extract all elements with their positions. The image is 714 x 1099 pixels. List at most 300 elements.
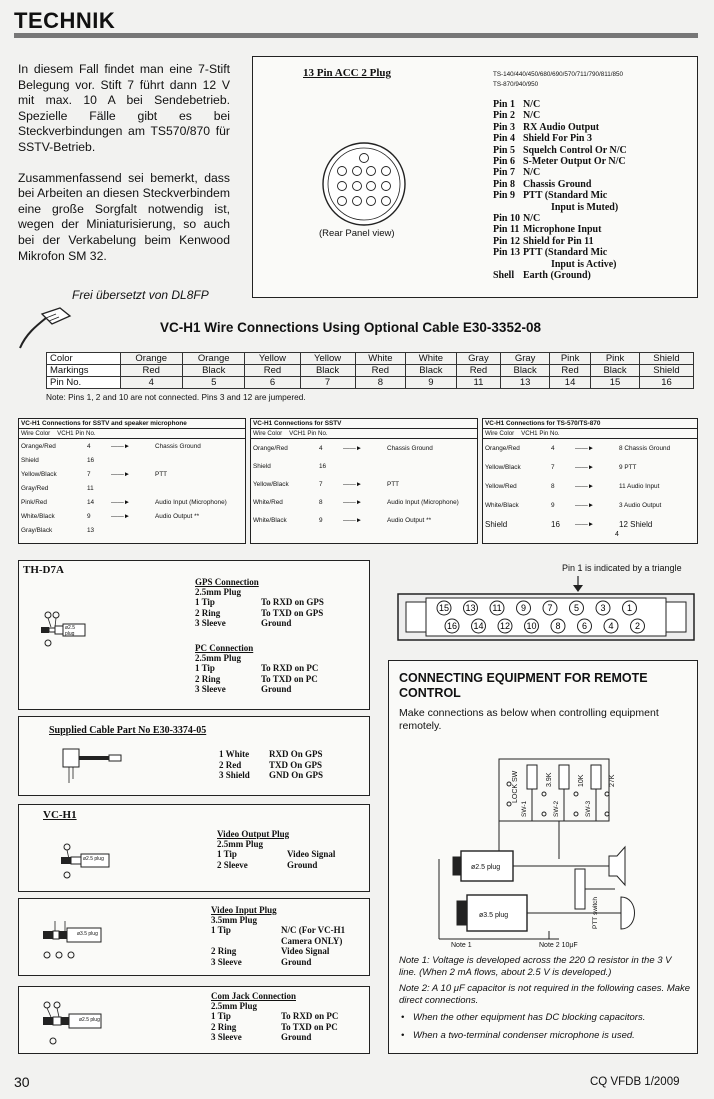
conn-wire-color: Pink/Red (21, 498, 47, 506)
pin16-pin-label: 11 (492, 603, 502, 613)
conn-table-title: VC-H1 Connections for SSTV and speaker microphone (19, 419, 245, 429)
plug-pin-row (217, 860, 335, 871)
conn-wire-color: Gray/Black (21, 526, 53, 534)
label-resistor-10k: 10K (578, 774, 585, 787)
vch1-wire-cell: Red (550, 365, 591, 377)
conn-table-row (251, 439, 477, 457)
plug-pin-name: 3 Sleeve (195, 618, 226, 628)
acc2-pin-row (493, 213, 630, 224)
plug-pin-function: Ground (261, 618, 292, 628)
conn-table-sstv-speaker (18, 418, 246, 544)
vch1-wire-cell: White (406, 353, 457, 365)
vch1-wire-cell: White (355, 353, 406, 365)
plug-pin-function: To RXD on PC (281, 1011, 339, 1021)
pin16-pin-label: 10 (526, 621, 537, 631)
remote-bullet-2: • When a two-terminal condenser microphone is used. (401, 1030, 635, 1041)
acc2-pin-number: Pin 3 (493, 121, 515, 133)
vch1-wire-cell: Color (47, 353, 121, 365)
acc2-pin-number: Pin 6 (493, 156, 515, 168)
vch1-wire-cell: Red (355, 365, 406, 377)
acc2-pin-desc: S-Meter Output Or N/C (522, 156, 626, 168)
plug-pin-name: 3 Sleeve (195, 684, 226, 694)
vch1-wire-table (46, 352, 694, 389)
acc2-pin-desc: N/C (522, 110, 541, 122)
plug-pin-name: 2 Ring (195, 673, 221, 684)
supplied-cable-box (18, 716, 370, 796)
plug-pin-name: 2 Ring (211, 946, 237, 956)
acc2-pin-desc: Earth (Ground) (522, 270, 591, 282)
arrow-icon: ——► (111, 498, 131, 506)
pin16-pin-label: 15 (438, 603, 450, 613)
pin16-pin-label: 5 (573, 603, 580, 613)
acc2-pin-number: Pin 13 (493, 247, 520, 259)
arrow-icon: ——► (575, 521, 595, 528)
remote-circuit-diagram (399, 739, 689, 949)
thd7a-box (18, 560, 370, 710)
conn-table-row (19, 439, 245, 453)
acc2-pin-desc: Shield for Pin 11 (522, 235, 594, 247)
issue-label: CQ VFDB 1/2009 (590, 1076, 680, 1088)
remote-control-box (388, 660, 698, 1054)
acc2-pin-list (493, 99, 630, 282)
plug-pin-name: 2 Ring (195, 607, 221, 618)
plug-pin-row (219, 770, 323, 781)
video-input-plug-label: ø3.5 plug (77, 931, 98, 937)
plug-pin-function: To TXD on PC (281, 1021, 338, 1032)
acc2-pin-desc: Input is Active) (550, 258, 617, 270)
acc2-pin-desc: N/C (522, 167, 541, 179)
plug-pin-row (219, 760, 323, 771)
conn-pin-number: 7 (551, 464, 555, 471)
vch1-wire-title: VC-H1 Wire Connections Using Optional Cable E30-3352-08 (160, 320, 541, 335)
acc2-models-line1: TS-140/440/450/680/690/570/711/790/811/850 (493, 71, 624, 78)
pin16-pin-label: 12 (499, 621, 511, 631)
acc2-pin-row (493, 270, 630, 281)
video-input-plug (211, 905, 345, 967)
pin16-pin-label: 2 (634, 621, 641, 631)
conn-table-row (483, 458, 697, 477)
label-resistor-27k: 27K (609, 774, 616, 787)
acc2-pin-desc: Shield For Pin 3 (522, 133, 592, 145)
acc2-pin-row (493, 202, 630, 213)
video-input-plug-icon (41, 919, 121, 963)
conn-pin-number: 16 (87, 456, 95, 464)
plug-pin-name: 3 Shield (219, 770, 250, 780)
arrow-icon (341, 457, 385, 475)
plug-pin-row (195, 618, 324, 629)
acc2-pin-desc: Input is Muted) (550, 201, 619, 213)
pc-connection-title: PC Connection (195, 643, 254, 653)
conn-pin-number: 13 (87, 526, 95, 534)
label-ptt-switch: PTT switch (592, 896, 599, 929)
acc2-pin-desc: Chassis Ground (522, 178, 592, 190)
vch1-wire-cell: Red (120, 365, 182, 377)
acc2-pin-number: Pin 7 (493, 167, 515, 179)
acc2-pin-row (493, 145, 630, 156)
plug-pin-function: Video Signal (281, 946, 330, 956)
arrow-icon: ——► (575, 464, 595, 471)
gps-connection-plug: 2.5mm Plug (195, 587, 241, 597)
video-input-plug-size: 3.5mm Plug (211, 915, 257, 925)
plug-pin-function: To RXD on PC (261, 663, 319, 673)
plug-pin-name: 2 Red (219, 759, 242, 770)
conn-function: Audio Input (Microphone) (155, 498, 227, 506)
conn-table-row (19, 495, 245, 509)
video-output-title: Video Output Plug (217, 829, 290, 839)
conn-wire-color: Yellow/Black (485, 464, 521, 471)
gps-connection (195, 577, 324, 629)
conn-pin-number: 9 (87, 512, 91, 520)
arrow-icon: ——► (111, 442, 131, 450)
com-jack-title: Com Jack Connection (211, 991, 296, 1001)
vch1-wire-cell: Black (591, 365, 640, 377)
arrow-icon: ——► (343, 498, 363, 506)
conn-function (153, 481, 245, 495)
vch1-wire-cell: Markings (47, 365, 121, 377)
conn-table-title: VC-H1 Connections for TS-570/TS-870 (483, 419, 697, 429)
plug-pin-name (211, 936, 281, 947)
conn-table-body (483, 439, 697, 534)
pin16-pin-label: 9 (520, 603, 527, 613)
conn-table-row (251, 475, 477, 493)
plug-pin-row (211, 946, 345, 957)
plug-pin-name: 3 Sleeve (211, 1032, 242, 1042)
conn-wire-color: White/Red (253, 498, 283, 506)
conn-table-row (483, 477, 697, 496)
acc2-pin-row (493, 190, 630, 201)
acc2-pin-row (493, 99, 630, 110)
label-plug-2-5: ø2.5 plug (471, 864, 501, 871)
thd7a-plug-label: ø2.5 plug (65, 625, 76, 637)
acc2-pin-row (493, 179, 630, 190)
conn-function: 8 Chassis Ground (619, 445, 671, 452)
conn-table-row (19, 467, 245, 481)
vch1-wire-cell: Pin No. (47, 377, 121, 389)
pc-connection-plug: 2.5mm Plug (195, 653, 241, 663)
vch1-wire-cell: Orange (120, 353, 182, 365)
pin1-note: Pin 1 is indicated by a triangle (562, 563, 682, 573)
acc2-pin-desc: PTT (Standard Mic (522, 190, 608, 202)
label-sw2: SW-2 (553, 800, 560, 817)
conn-function: Chassis Ground (387, 444, 433, 452)
video-output-plug-size: 2.5mm Plug (217, 839, 263, 849)
vch1-plug-label: ø2.5 plug (83, 856, 104, 862)
vch1-wire-cell: Red (245, 365, 300, 377)
vch1-wire-cell: 9 (406, 377, 457, 389)
acc2-pin-desc: N/C (522, 213, 541, 225)
plug-pin-name: 2 Sleeve (217, 859, 248, 870)
conn-table-extra: 4 (615, 531, 619, 538)
header-rule (14, 33, 698, 38)
plug-pin-row (211, 1022, 338, 1033)
acc2-pin-number: Pin 2 (493, 110, 515, 122)
vch1-wire-cell: 11 (456, 377, 501, 389)
acc2-pin-row (493, 133, 630, 144)
plug-pin-function: GND On GPS (269, 770, 324, 780)
label-note2: Note 2 10μF (539, 942, 578, 949)
vch1-wire-row (47, 377, 694, 389)
label-lock-switch: LOCK SW (512, 770, 519, 803)
remote-title-line2: CONTROL (399, 686, 461, 700)
conn-table-head: Wire Color VCH1 Pin No. (251, 429, 477, 439)
vch1-wire-cell: Orange (182, 353, 244, 365)
plug-pin-row (195, 684, 318, 695)
conn-table-row (19, 481, 245, 495)
acc2-pin-row (493, 122, 630, 133)
acc2-connector-diagram (319, 139, 409, 229)
acc2-plug-box (252, 56, 698, 298)
vch1-plug-icon (59, 843, 129, 883)
conn-function: 3 Audio Output (619, 502, 662, 509)
acc2-caption: (Rear Panel view) (319, 228, 395, 239)
arrow-icon (109, 523, 153, 537)
conn-function: PTT (387, 480, 400, 488)
arrow-icon: ——► (575, 502, 595, 509)
plug-pin-function: Camera ONLY) (281, 935, 343, 946)
acc2-pin-number: Shell (493, 270, 515, 282)
arrow-icon: ——► (343, 516, 363, 524)
plug-pin-name: 2 Ring (211, 1021, 237, 1032)
translator-credit: Frei übersetzt von DL8FP (72, 288, 209, 302)
conn-pin-number: 8 (551, 483, 555, 490)
plug-pin-name: 1 Tip (211, 1011, 231, 1021)
gps-connection-title: GPS Connection (195, 577, 259, 587)
vch1-wire-cell: Black (300, 365, 355, 377)
pin16-pin-label: 8 (555, 621, 561, 631)
vch1-box-title: VC-H1 (43, 809, 77, 821)
vch1-wire-cell: 6 (245, 377, 300, 389)
cable-plug-icon (16, 304, 76, 352)
plug-pin-row (217, 849, 335, 860)
conn-wire-color: White/Black (21, 512, 55, 520)
label-sw3: SW-3 (585, 800, 592, 817)
pin16-pin-label: 16 (446, 621, 458, 631)
conn-wire-color: Shield (485, 520, 508, 529)
pc-connection (195, 643, 318, 695)
conn-wire-color: Yellow/Black (253, 480, 289, 488)
plug-pin-name: 1 Tip (211, 925, 231, 935)
conn-table-body (19, 439, 245, 537)
remote-note-2: Note 2: A 10 μF capacitor is not required in the following cases. Make direct connections. (399, 983, 691, 1006)
vch1-wire-cell: Shield (639, 353, 693, 365)
plug-pin-name: 1 Tip (195, 663, 215, 673)
com-jack-connection (211, 991, 338, 1043)
com-jack-box (18, 986, 370, 1054)
acc2-pin-number: Pin 10 (493, 213, 520, 225)
conn-table-row (19, 509, 245, 523)
arrow-icon: ——► (343, 480, 363, 488)
com-jack-plug-label: ø2.5 plug (79, 1017, 100, 1023)
conn-pin-number: 14 (87, 498, 95, 506)
conn-pin-number: 7 (87, 470, 91, 478)
plug-pin-function: N/C (For VC-H1 (281, 925, 346, 935)
conn-pin-number: 7 (319, 480, 323, 488)
conn-table-title: VC-H1 Connections for SSTV (251, 419, 477, 429)
pin16-connector-diagram (396, 574, 696, 642)
vch1-wire-cell: Black (182, 365, 244, 377)
conn-table-body (251, 439, 477, 529)
vch1-wire-cell: Shield (639, 365, 693, 377)
conn-table-row (251, 457, 477, 475)
plug-pin-function: To TXD on GPS (261, 607, 324, 618)
conn-wire-color: Orange/Red (485, 445, 520, 452)
acc2-pin-row (493, 247, 630, 258)
conn-wire-color: White/Black (485, 502, 519, 509)
arrow-icon (109, 453, 153, 467)
conn-function: 11 Audio Input (619, 483, 660, 490)
conn-pin-number: 8 (319, 498, 323, 506)
vch1-wire-cell: Pink (591, 353, 640, 365)
conn-pin-number: 9 (319, 516, 323, 524)
acc2-title: 13 Pin ACC 2 Plug (303, 67, 392, 79)
vch1-wire-cell: 7 (300, 377, 355, 389)
vch1-wire-cell: Yellow (300, 353, 355, 365)
label-note1: Note 1 (451, 942, 472, 949)
pin16-pin-label: 3 (600, 603, 606, 613)
video-input-box (18, 898, 370, 976)
conn-wire-color: Yellow/Red (485, 483, 517, 490)
conn-table-row (483, 496, 697, 515)
conn-wire-color: Shield (253, 462, 271, 470)
acc2-models-line2: TS-870/940/950 (493, 81, 539, 88)
vch1-wire-cell: 14 (550, 377, 591, 389)
acc2-pin-number: Pin 5 (493, 144, 515, 156)
acc2-pin-number (493, 259, 523, 270)
vch1-wire-cell: 15 (591, 377, 640, 389)
remote-title-line1: CONNECTING EQUIPMENT FOR REMOTE (399, 671, 648, 685)
conn-table-row (483, 439, 697, 458)
acc2-pin-desc: PTT (Standard Mic (522, 247, 608, 259)
acc2-pin-row (493, 259, 630, 270)
acc2-pin-number: Pin 9 (493, 190, 515, 202)
plug-pin-function: Ground (261, 684, 292, 694)
vch1-wire-cell: Pink (550, 353, 591, 365)
conn-pin-number: 4 (319, 444, 323, 452)
vch1-wire-row (47, 365, 694, 377)
vch1-wire-cell: 5 (182, 377, 244, 389)
remote-bullet-1: • When the other equipment has DC blocking capacitors. (401, 1012, 646, 1023)
plug-pin-row (211, 1011, 338, 1022)
acc2-pin-number: Pin 1 (493, 99, 515, 110)
conn-function (385, 457, 477, 475)
plug-pin-row (219, 749, 323, 760)
acc2-pin-desc: Microphone Input (522, 224, 602, 236)
pin16-pin-label: 13 (465, 603, 476, 613)
supplied-cable-icon (59, 743, 129, 789)
conn-wire-color: Orange/Red (21, 442, 56, 450)
plug-pin-row (211, 1032, 338, 1043)
vch1-wire-cell: Red (456, 365, 501, 377)
intro-paragraph-2: Zusammenfassend sei bemerkt, dass bei Arbeiten an diesen Steckverbindem eine große Sorgfalt notwendig ist, wegen der Miniaturisierung, so auch bei der Verkabelung beim Kenwood Mikrofon SM 32. (18, 170, 230, 263)
label-sw1: SW-1 (521, 800, 528, 817)
conn-table-row (251, 493, 477, 511)
plug-pin-function: To RXD on GPS (261, 597, 324, 607)
conn-table-row (19, 523, 245, 537)
conn-function: PTT (155, 470, 168, 478)
conn-pin-number: 11 (87, 484, 94, 492)
vch1-wire-cell: 4 (120, 377, 182, 389)
plug-pin-row (195, 663, 318, 674)
plug-pin-name: 1 Tip (217, 849, 237, 859)
remote-note-1: Note 1: Voltage is developed across the 220 Ω resistor in the 3 V line. (When 2 mA flows, about 2.5 V is developed.) (399, 955, 672, 978)
vch1-wire-cell: Black (501, 365, 550, 377)
conn-table-head: Wire Color VCH1 Pin No. (19, 429, 245, 439)
conn-function: Chassis Ground (155, 442, 201, 450)
conn-table-row (251, 511, 477, 529)
conn-function: Audio Output ** (155, 512, 200, 520)
remote-intro: Make connections as below when controlling equipment remotely. (399, 707, 659, 732)
conn-pin-number: 4 (551, 445, 555, 452)
plug-pin-function: Ground (287, 859, 318, 870)
acc2-pin-desc: RX Audio Output (522, 121, 600, 133)
intro-paragraph-1: In diesem Fall findet man eine 7-Stift Belegung vor. Stift 7 führt dann 12 V mit max. 10 A bei Sendebetrieb. Spezielle Fälle gibt es bei Steckverbindungen am TS570/870 für SSTV-Betrieb. (18, 62, 230, 154)
pin16-pin-label: 6 (581, 621, 588, 631)
video-input-title: Video Input Plug (211, 905, 277, 915)
plug-pin-function: To TXD on PC (261, 673, 318, 684)
acc2-pin-row (493, 236, 630, 247)
pin16-pin-label: 7 (547, 603, 553, 613)
arrow-icon: ——► (111, 470, 131, 478)
conn-pin-number: 9 (551, 502, 555, 509)
plug-pin-function: Video Signal (287, 849, 336, 859)
vch1-wire-row (47, 353, 694, 365)
acc2-pin-row (493, 110, 630, 121)
conn-function: Audio Output ** (387, 516, 432, 524)
supplied-cable-rows (219, 749, 323, 781)
pin16-pin-label: 1 (626, 603, 633, 613)
acc2-pin-number: Pin 8 (493, 178, 515, 190)
conn-pin-number: 16 (319, 462, 327, 470)
conn-table-ts570 (482, 418, 698, 544)
plug-pin-row (195, 674, 318, 685)
conn-wire-color: Yellow/Black (21, 470, 57, 478)
plug-pin-name: 1 White (219, 749, 250, 759)
acc2-pin-desc: N/C (522, 99, 541, 110)
plug-pin-row (211, 957, 345, 968)
acc2-pin-number: Pin 12 (493, 235, 520, 247)
label-plug-3-5: ø3.5 plug (479, 912, 509, 919)
conn-pin-number: 4 (87, 442, 91, 450)
supplied-cable-title: Supplied Cable Part No E30-3374-05 (49, 725, 207, 736)
conn-function: 9 PTT (619, 464, 637, 471)
video-output-plug (217, 829, 335, 870)
remote-bullet-list (399, 1011, 691, 1043)
vch1-wire-note: Note: Pins 1, 2 and 10 are not connected. Pins 3 and 12 are jumpered. (46, 392, 306, 402)
plug-pin-row (211, 925, 345, 936)
arrow-icon: ——► (575, 445, 595, 452)
conn-function: 12 Shield (619, 520, 653, 529)
arrow-icon (109, 481, 153, 495)
conn-function (153, 523, 245, 537)
plug-pin-name: 3 Sleeve (211, 956, 242, 967)
pin16-pin-label: 14 (473, 621, 484, 631)
acc2-pin-row (493, 167, 630, 178)
acc2-pin-number (493, 202, 523, 213)
intro-text (18, 62, 230, 279)
pin16-pin-label: 4 (608, 621, 614, 631)
acc2-pin-number: Pin 4 (493, 133, 515, 145)
vch1-wire-cell: Yellow (245, 353, 300, 365)
vch1-wire-cell: 13 (501, 377, 550, 389)
plug-pin-name: 1 Tip (195, 597, 215, 607)
page-number: 30 (14, 1074, 30, 1090)
conn-wire-color: White/Black (253, 516, 287, 524)
plug-pin-row (195, 608, 324, 619)
conn-wire-color: Gray/Red (21, 484, 49, 492)
conn-wire-color: Shield (21, 456, 39, 464)
conn-function: Audio Input (Microphone) (387, 498, 459, 506)
acc2-pin-row (493, 224, 630, 235)
